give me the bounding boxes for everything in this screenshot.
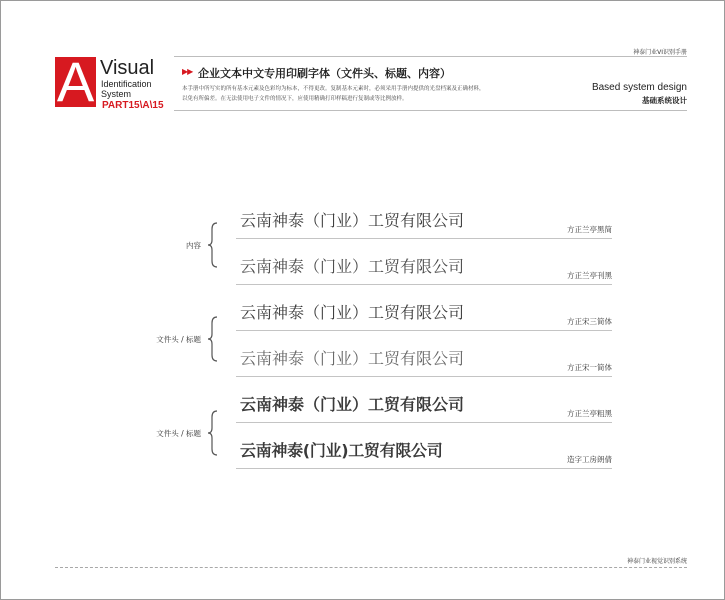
header-rule <box>174 110 687 111</box>
double-arrow-icon: ▶▶ <box>182 67 193 76</box>
section-heading: 企业文本中文专用印刷字体（文件头、标题、内容） <box>198 67 451 80</box>
logo-system-text: System <box>101 89 132 99</box>
based-system-design-cn: 基础系统设计 <box>642 96 687 105</box>
group-label-content: 内容 <box>186 241 201 250</box>
font-name: 方正宋三简体 <box>567 317 612 326</box>
font-sample-text: 云南神泰（门业）工贸有限公司 <box>240 349 465 368</box>
font-name: 方正宋一简体 <box>567 363 612 372</box>
font-sample-row <box>236 297 612 331</box>
based-system-design-en: Based system design <box>591 82 687 93</box>
sample-rule <box>236 238 612 239</box>
sample-rule <box>236 376 612 377</box>
font-name: 造字工房朗倩 <box>567 455 612 464</box>
group-label-header-title: 文件头 / 标题 <box>156 429 201 438</box>
section-description <box>182 84 522 104</box>
font-sample-text: 云南神泰（门业）工贸有限公司 <box>240 257 465 276</box>
description-line: 本手册中所写实的所有基本元素及色彩均为标本，不得更改。复制基本元素时，必须采用手册内提供的光盘档案及正确材料， <box>182 86 485 92</box>
font-sample-text: 云南神泰（门业）工贸有限公司 <box>240 395 465 414</box>
font-name: 方正兰亭黑简 <box>567 225 612 234</box>
sample-rule <box>236 330 612 331</box>
footer-text: 神泰门业视觉识别系统 <box>626 558 687 565</box>
footer-dashed-rule <box>55 567 687 568</box>
font-sample-row <box>236 343 612 377</box>
font-sample-row <box>236 251 612 285</box>
sample-rule <box>236 284 612 285</box>
logo-letter: A <box>56 50 95 113</box>
font-name: 方正兰亭粗黑 <box>567 409 612 418</box>
font-sample-text: 云南神泰(门业)工贸有限公司 <box>240 441 443 460</box>
font-sample-text: 云南神泰（门业）工贸有限公司 <box>240 303 465 322</box>
sample-rule <box>236 422 612 423</box>
logo-a-box <box>55 50 96 113</box>
font-sample-row <box>236 435 612 469</box>
left-brace-icon <box>205 316 219 362</box>
group-label-header-title: 文件头 / 标题 <box>156 335 201 344</box>
sample-rule <box>236 468 612 469</box>
font-sample-row <box>236 205 612 239</box>
logo-visual-text: Visual <box>100 57 155 79</box>
left-brace-icon <box>205 410 219 456</box>
font-sample-row <box>236 389 612 423</box>
logo-identification-text: Identification <box>101 79 152 89</box>
left-brace-icon <box>205 222 219 268</box>
part-number: PART15\A\15 <box>102 100 164 111</box>
font-sample-text: 云南神泰（门业）工贸有限公司 <box>240 211 465 230</box>
font-name: 方正兰亭刊黑 <box>567 271 612 280</box>
description-line: 以免有所偏差。在无法使用电子文件的情况下，应使用精确打印样稿进行复制或等比例放样。 <box>182 96 408 102</box>
manual-title: 神泰门业VI识别手册 <box>633 49 687 56</box>
top-rule <box>174 56 687 57</box>
